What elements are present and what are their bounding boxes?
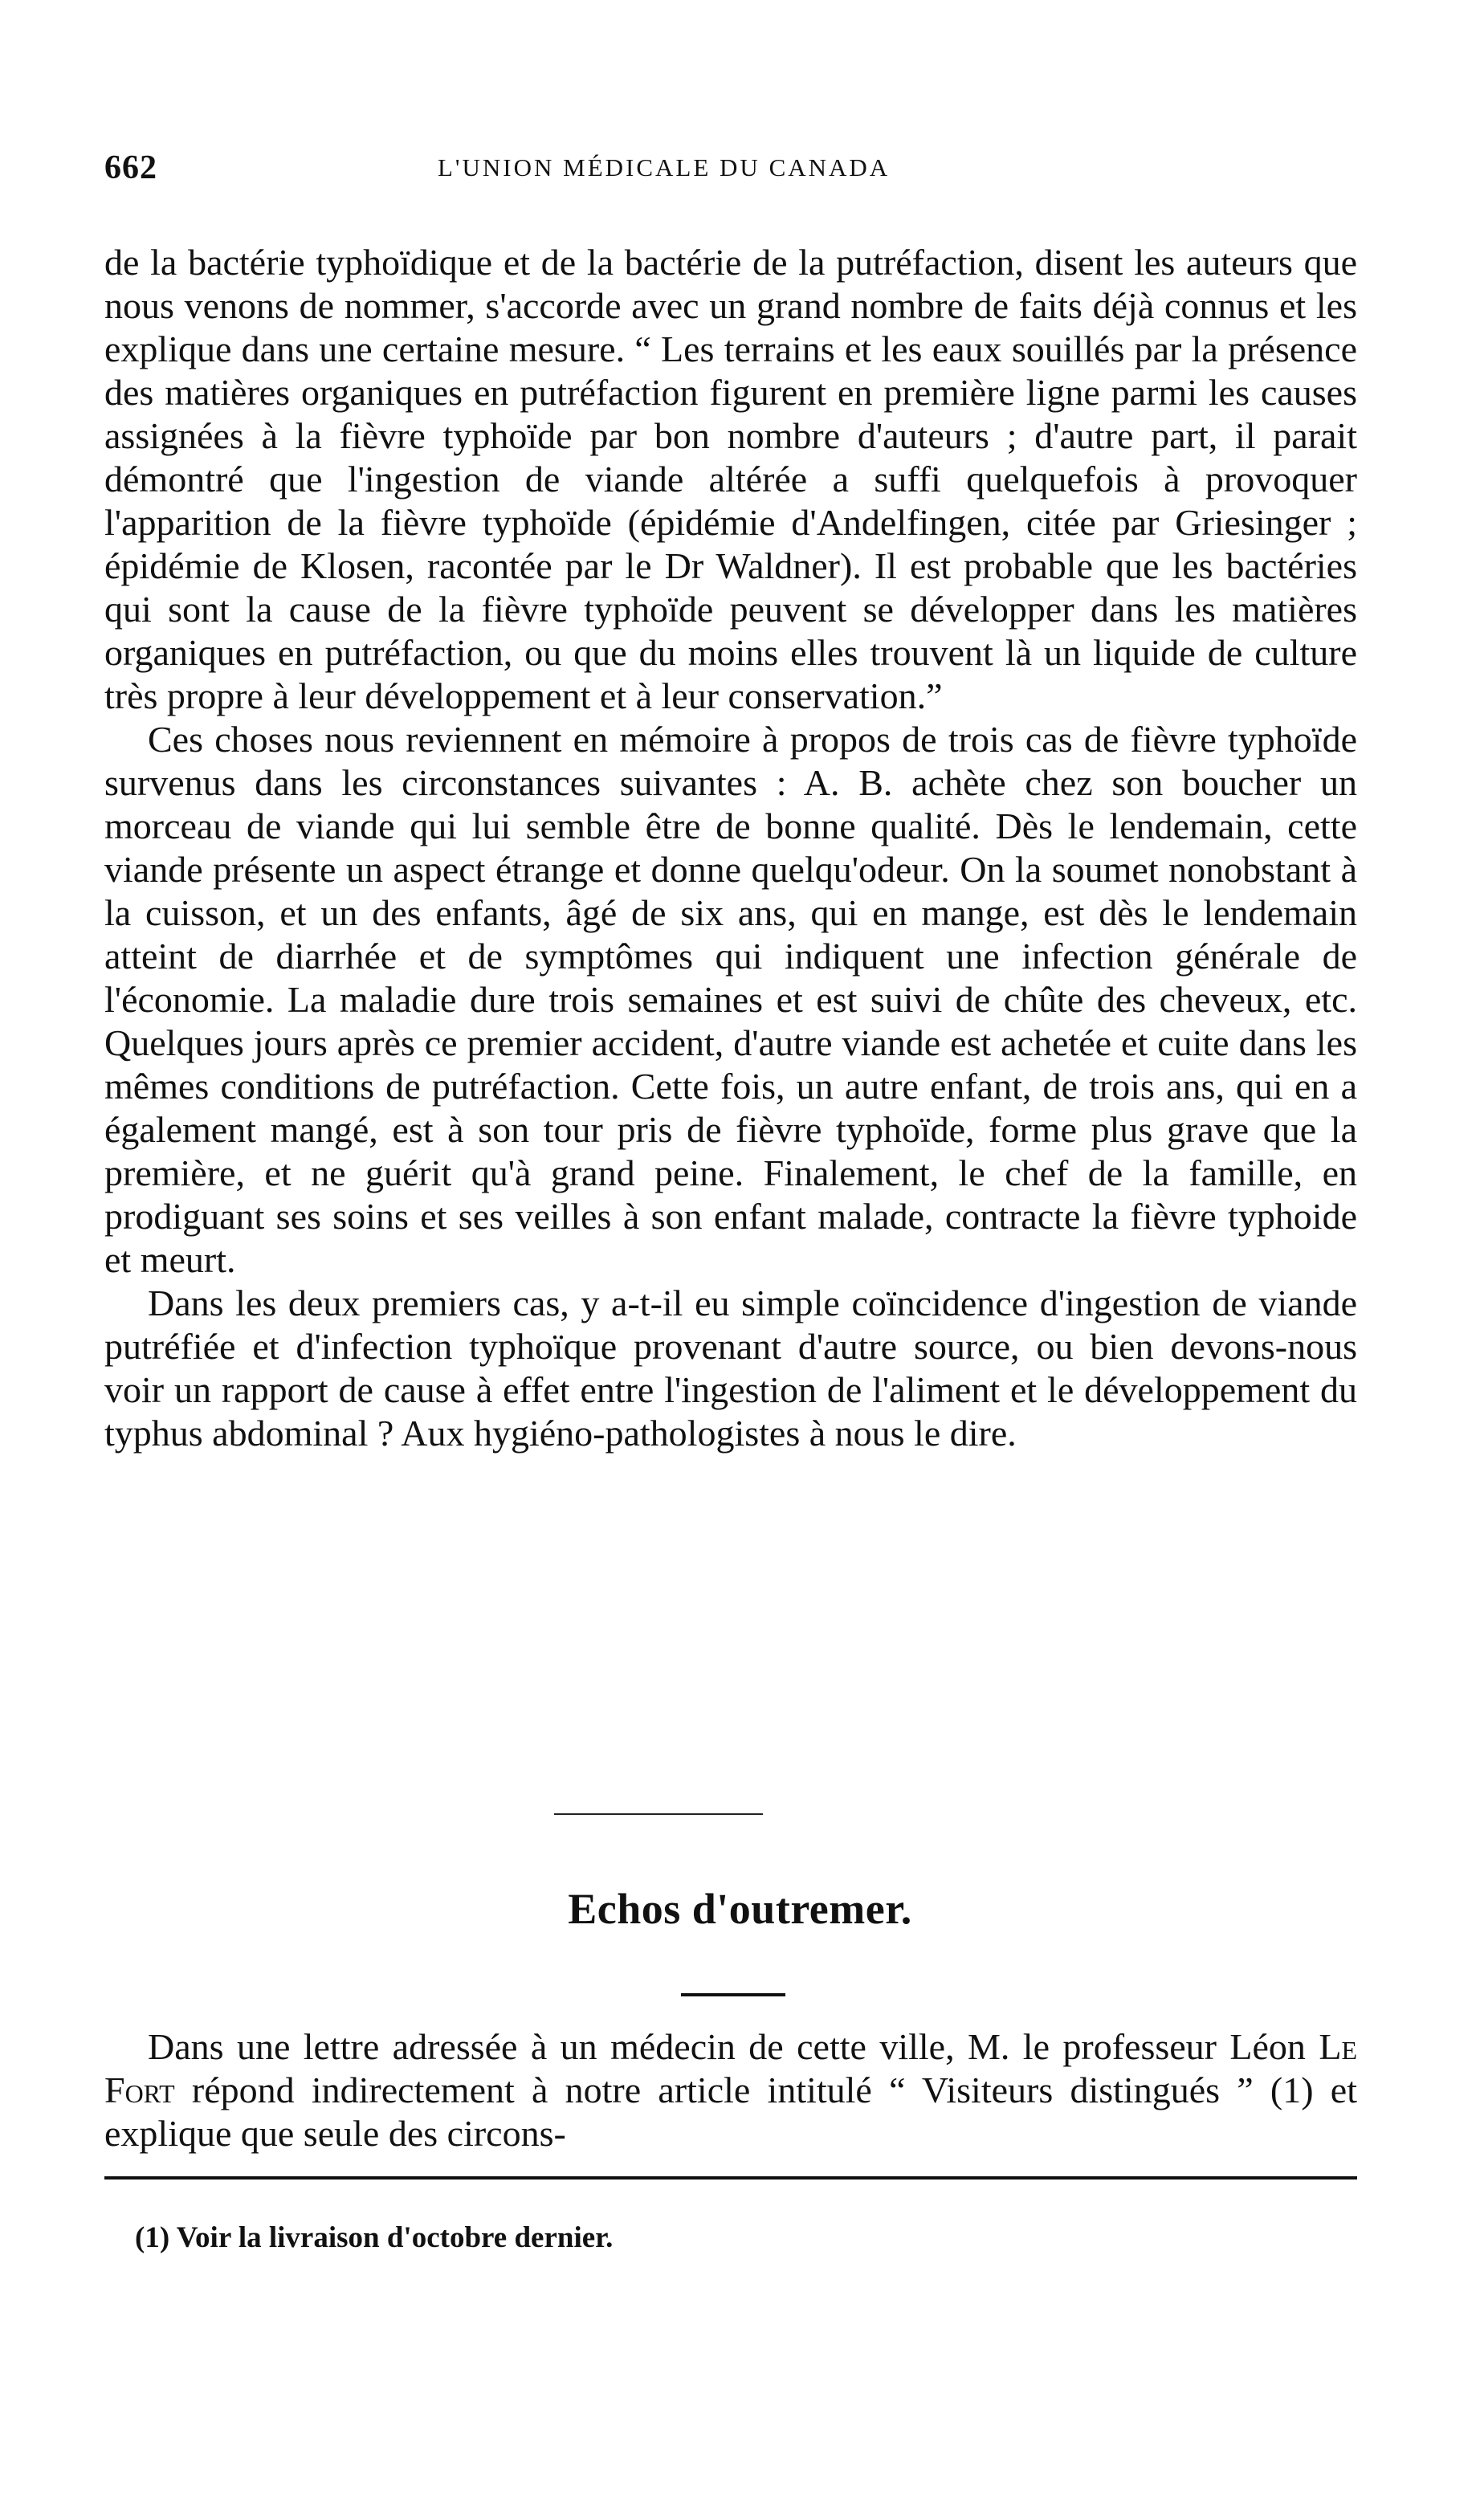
paragraph-3: Dans les deux premiers cas, y a-t-il eu simple coïncidence d'ingestion de viande putréfiée et d'infection typhoïque provenant d'autre source, ou bien devons-nous voir un rapport de cause à effet entre l'ingestion de l'aliment et le développement du typhus abdominal ? Aux hygiéno-pathologistes à nous le dire. xyxy=(104,1282,1357,1454)
paragraph-2: Ces choses nous reviennent en mémoire à propos de trois cas de fièvre typhoïde survenus dans les circonstances suivantes : A. B. achète chez son boucher un morceau de viande qui lui semble être de bonne qualité. Dès le lendemain, cette viande présente un aspect étrange et donne quelqu'odeur. On la soumet nonobstant à la cuisson, et un des enfants, âgé de six ans, qui en mange, est dès le lendemain atteint de diarrhée et de symptômes qui indiquent une infection générale de l'économie. La maladie dure trois semaines et est suivi de chûte des cheveux, etc. Quelques jours après ce premier accident, d'autre viande est achetée et cuite dans les mêmes conditions de putréfaction. Cette fois, un autre enfant, de trois ans, qui en a également mangé, est à son tour pris de fièvre typhoïde, forme plus grave que la première, et ne guérit qu'à grand peine. Finalement, le chef de la famille, en prodiguant ses soins et ses veilles à son enfant malade, contracte la fièvre typhoide et meurt. xyxy=(104,719,1357,1280)
section-text-start: Dans une lettre adressée à un médecin de cette ville, M. le professeur Léon xyxy=(148,2026,1319,2067)
section-divider xyxy=(554,1813,763,1815)
section-paragraph xyxy=(104,2025,1357,2155)
author-name: Le Fort xyxy=(104,2026,1357,2110)
footnote: (1) Voir la livraison d'octobre dernier. xyxy=(135,2221,614,2254)
section-text-end: répond indirectement à notre article intitulé “ Visiteurs distingués ” (1) et explique que seule des circons- xyxy=(104,2069,1357,2154)
footnote-rule xyxy=(104,2176,1357,2180)
page-header xyxy=(104,149,1357,197)
running-title: L'UNION MÉDICALE DU CANADA xyxy=(438,153,891,181)
article-body xyxy=(104,241,1357,1455)
title-underline xyxy=(681,1993,785,1996)
page-number: 662 xyxy=(104,149,157,186)
section-body xyxy=(104,2025,1357,2155)
section-title: Echos d'outremer. xyxy=(568,1885,912,1933)
paragraph-1: de la bactérie typhoïdique et de la bactérie de la putréfaction, disent les auteurs que nous venons de nommer, s'accorde avec un grand nombre de faits déjà connus et les explique dans une certaine mesure. “ Les terrains et les eaux souillés par la présence des matières organiques en putréfaction figurent en première ligne parmi les causes assignées à la fièvre typhoïde par bon nombre d'auteurs ; d'autre part, il parait démontré que l'ingestion de viande altérée a suffi quelquefois à provoquer l'apparition de la fièvre typhoïde (épidémie d'Andelfingen, citée par Griesinger ; épidémie de Klosen, racontée par le Dr Waldner). Il est probable que les bactéries qui sont la cause de la fièvre typhoïde peuvent se développer dans les matières organiques en putréfaction, ou que du moins elles trouvent là un liquide de culture très propre à leur développement et à leur conservation.” xyxy=(104,242,1357,716)
